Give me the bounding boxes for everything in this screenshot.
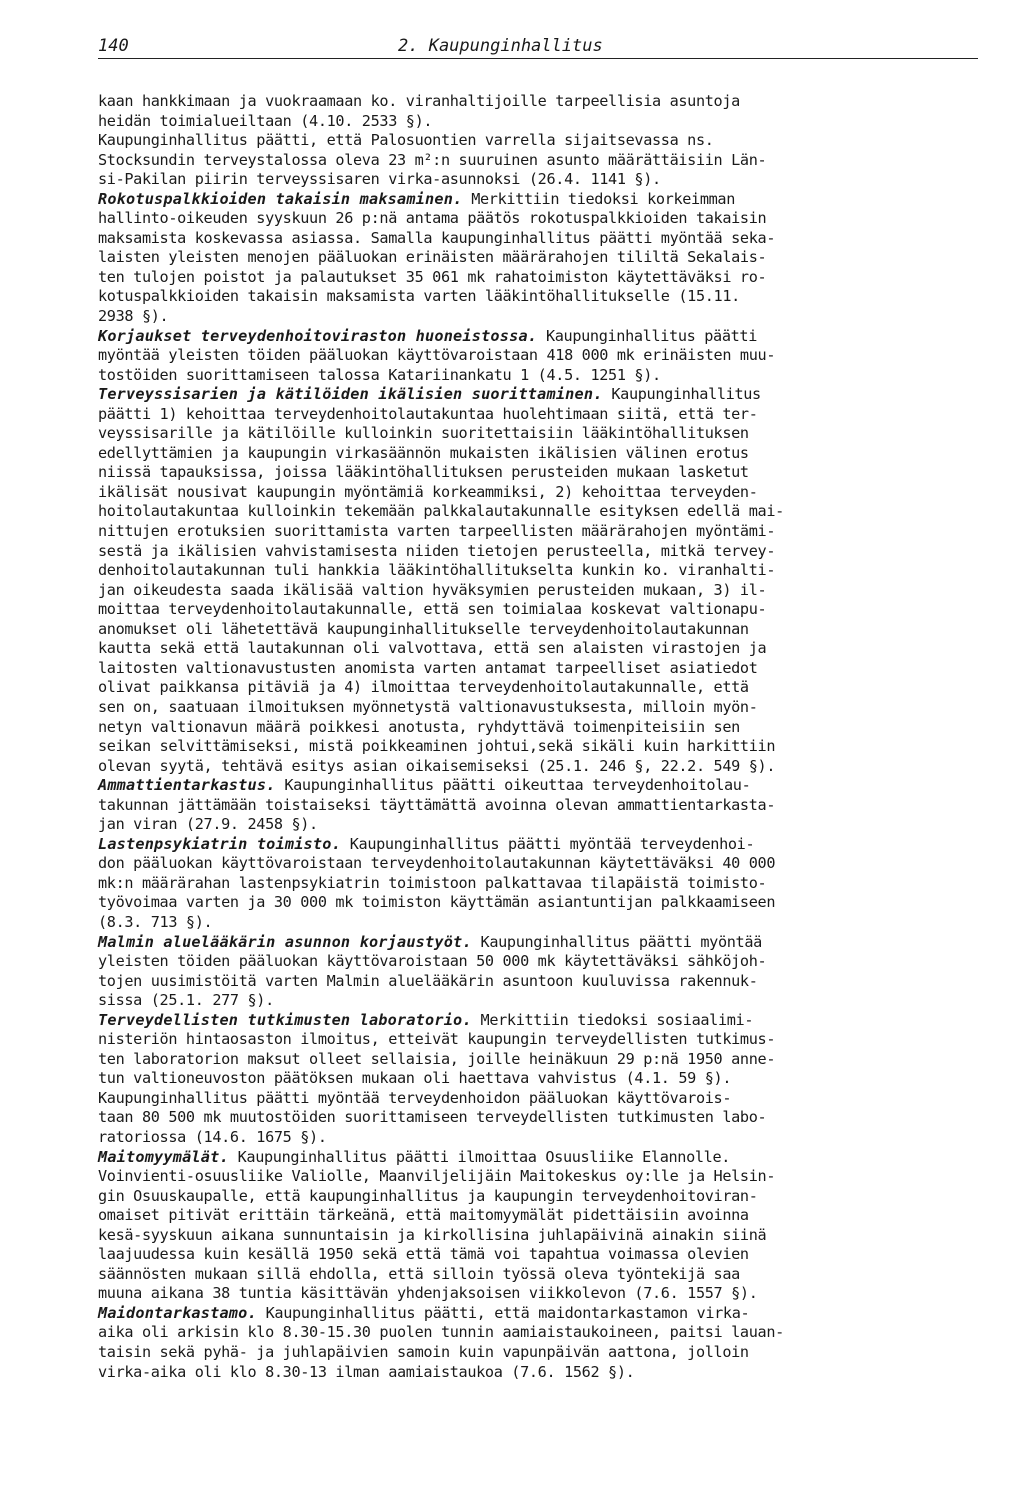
text-line [98,972,978,992]
section-line [98,776,978,796]
document-page [98,36,978,1382]
text-line [98,718,978,738]
section-line [98,1304,978,1324]
text-line [98,112,978,132]
section-heading: Terveydellisten tutkimusten laboratorio. [98,1010,472,1029]
line-text: olevan syytä, tehtävä esitys asian oikaisemiseksi (25.1. 246 §, 22.2. 549 §). [98,756,776,775]
line-text: Kaupunginhallitus päätti [537,326,757,345]
text-line [98,424,978,444]
line-text: Kaupunginhallitus päätti myöntää terveydenhoidon pääluokan käyttövarois- [98,1088,732,1107]
line-text: kesä-syyskuun aikana sunnuntaisin ja kirkollisina juhlapäivinä ainakin siinä [98,1225,767,1244]
line-text: olivat paikkansa pitäviä ja 4) ilmoittaa terveydenhoitolautakunnalle, että [98,678,749,697]
text-line [98,1363,978,1383]
line-text: 2938 §). [98,307,169,326]
section-line [98,1148,978,1168]
text-line [98,209,978,229]
text-line [98,854,978,874]
line-text: (8.3. 713 §). [98,912,213,931]
line-text: heidän toimialueiltaan (4.10. 2533 §). [98,111,433,130]
text-line [98,698,978,718]
line-text: taisin sekä pyhä- ja juhlapäivien samoin kuin vapunpäivän aattona, jolloin [98,1343,749,1361]
section-heading: Maitomyymälät. [98,1147,229,1166]
text-line [98,815,978,835]
section-heading: Ammattientarkastus. [98,776,276,795]
line-text: mk:n määrärahan lastenpsykiatrin toimistoon palkattavaa tilapäistä toimisto- [98,873,767,892]
text-line [98,1343,978,1363]
line-text: päätti 1) kehoittaa terveydenhoitolautakuntaa huolehtimaan siitä, että ter- [98,404,758,423]
text-line [98,757,978,777]
line-text: hoitolautakuntaa kulloinkin tekemään palkkalautakunnalle esityksen edellä mai- [98,502,784,521]
line-text: jan oikeudesta saada ikälisää valtion hyväksymien perusteiden mukaan, 3) il- [98,580,767,599]
section-line [98,835,978,855]
line-text: anomukset oli lähetettävä kaupunginhallitukselle terveydenhoitolautakunnan [98,619,749,638]
line-text: Kaupunginhallitus päätti, että maidontarkastamon virka- [256,1303,750,1322]
text-line [98,1128,978,1148]
text-line [98,248,978,268]
line-text: nittujen erotuksien suorittamista varten tarpeellisten määrärahojen myöntämi- [98,522,776,541]
running-title: 2. Kaupunginhallitus [398,36,603,56]
line-text: tojen uusimistöitä varten Malmin aluelääkärin asuntoon kuuluvissa rakennuk- [98,971,758,990]
line-text: kotuspalkkioiden takaisin maksamista varten lääkintöhallitukselle (15.11. [98,287,740,306]
text-line [98,502,978,522]
text-line [98,874,978,894]
section-line [98,385,978,405]
line-text: ten tulojen poistot ja palautukset 35 061 mk rahatoimiston käytettäväksi ro- [98,267,767,286]
line-text: si-Pakilan piirin terveyssisaren virka-asunnoksi (26.4. 1141 §). [98,170,661,189]
text-line [98,796,978,816]
line-text: säännösten mukaan sillä ehdolla, että silloin työssä oleva työntekijä saa [98,1264,740,1283]
section-heading: Malmin aluelääkärin asunnon korjaustyöt. [98,932,472,951]
line-text: ratoriossa (14.6. 1675 §). [98,1127,327,1146]
line-text: laitosten valtionavustusten anomista varten antamat tarpeelliset asiatiedot [98,658,758,677]
text-line [98,170,978,190]
text-line [98,991,978,1011]
text-line [98,463,978,483]
line-text: sissa (25.1. 277 §). [98,991,274,1010]
line-text: omaiset pitivät erittäin tärkeänä, että maitomyymälät pidettäisiin avoinna [98,1206,749,1225]
text-line [98,522,978,542]
text-line [98,483,978,503]
line-text: sen on, saatuaan ilmoituksen myönnetystä valtionavustuksesta, milloin myön- [98,697,758,716]
line-text: nisteriön hintaosaston ilmoitus, etteivät kaupungin terveydellisten tutkimus- [98,1030,776,1049]
line-text: muuna aikana 38 tuntia käsittävän yhdenjaksoisen viikkolevon (7.6. 1557 §). [98,1284,758,1303]
text-line [98,287,978,307]
line-text: yleisten töiden pääluokan käyttövaroistaan 50 000 mk käytettäväksi sähköjoh- [98,952,767,971]
line-text: aika oli arkisin klo 8.30-15.30 puolen tunnin aamiaistaukoineen, paitsi lauan- [98,1323,784,1342]
line-text: laajuudessa kuin kesällä 1950 sekä että tämä voi tapahtua voimassa olevien [98,1245,749,1264]
text-line [98,1265,978,1285]
line-text: virka-aika oli klo 8.30-13 ilman aamiaistaukoa (7.6. 1562 §). [98,1362,635,1381]
text-line [98,1187,978,1207]
text-line [98,600,978,620]
text-line [98,405,978,425]
text-line [98,659,978,679]
text-line [98,366,978,386]
line-text: niissä tapauksissa, joissa lääkintöhallituksen perusteiden mukaan lasketut [98,463,749,482]
text-line [98,1089,978,1109]
text-line [98,1284,978,1304]
section-heading: Korjaukset terveydenhoitoviraston huoneistossa. [98,326,538,345]
text-line [98,1108,978,1128]
line-text: taan 80 500 mk muutostöiden suorittamiseen terveydellisten tutkimusten labo- [98,1108,767,1127]
text-line [98,913,978,933]
line-text: takunnan jättämään toistaiseksi täyttämättä avoinna olevan ammattientarkasta- [98,795,776,814]
text-line [98,346,978,366]
line-text: Merkittiin tiedoksi korkeimman [462,189,736,208]
text-line [98,1323,978,1343]
line-text: työvoimaa varten ja 30 000 mk toimiston käyttämän asiantuntijan palkkaamiseen [98,893,776,912]
line-text: myöntää yleisten töiden pääluokan käyttövaroistaan 418 000 mk erinäisten muu- [98,346,776,365]
text-line [98,1069,978,1089]
section-heading: Maidontarkastamo. [98,1303,257,1322]
line-text: jan viran (27.9. 2458 §). [98,815,318,834]
line-text: maksamista koskevassa asiassa. Samalla kaupunginhallitus päätti myöntää seka- [98,228,776,247]
text-line [98,581,978,601]
text-line [98,131,978,151]
text-line [98,92,978,112]
text-line [98,678,978,698]
text-line [98,952,978,972]
section-heading: Rokotuspalkkioiden takaisin maksaminen. [98,189,463,208]
text-line [98,639,978,659]
text-line [98,307,978,327]
line-text: don pääluokan käyttövaroistaan terveydenhoitolautakunnan käytettäväksi 40 000 [98,854,776,873]
line-text: Kaupunginhallitus päätti myöntää terveydenhoi- [340,834,755,853]
line-text: tun valtioneuvoston päätöksen mukaan oli haettava vahvistus (4.1. 59 §). [98,1069,732,1088]
line-text: moittaa terveydenhoitolautakunnalle, että sen toimialaa koskevat valtionapu- [98,600,767,619]
line-text: tostöiden suorittamiseen talossa Katariinankatu 1 (4.5. 1251 §). [98,365,661,384]
line-text: denhoitolautakunnan tuli hankkia lääkintöhallitukselta kunkin ko. viranhalti- [98,561,776,580]
text-line [98,444,978,464]
line-text: kaan hankkimaan ja vuokraamaan ko. viranhaltijoille tarpeellisia asuntoja [98,92,740,110]
page-header [98,36,978,59]
line-text: laisten yleisten menojen pääluokan erinäisten määrärahojen tililtä Sekalais- [98,248,767,267]
text-line [98,893,978,913]
line-text: Merkittiin tiedoksi sosiaalimi- [471,1010,754,1029]
line-text: ten laboratorion maksut olleet sellaisia, joille heinäkuun 29 p:nä 1950 anne- [98,1049,776,1068]
line-text: Kaupunginhallitus päätti oikeuttaa terveydenhoitolau- [275,776,751,795]
text-line [98,1206,978,1226]
line-text: gin Osuuskaupalle, että kaupunginhallitus ja kaupungin terveydenhoitoviran- [98,1186,758,1205]
section-line [98,327,978,347]
page-number: 140 [98,36,129,56]
section-line [98,1011,978,1031]
line-text: Kaupunginhallitus päätti, että Palosuontien varrella sijaitsevassa ns. [98,131,714,150]
section-line [98,190,978,210]
section-line [98,933,978,953]
line-text: seikan selvittämiseksi, mistä poikkeaminen johtui,sekä sikäli kuin harkittiin [98,737,776,756]
line-text: Voinvienti-osuusliike Valiolle, Maanviljelijäin Maitokeskus oy:lle ja Helsin- [98,1167,776,1186]
line-text: sestä ja ikälisien vahvistamisesta niiden tietojen perusteella, mitkä tervey- [98,541,776,560]
line-text: Stocksundin terveystalossa oleva 23 m²:n suuruinen asunto määrättäisiin Län- [98,150,767,169]
line-text: kautta sekä että lautakunnan oli valvottava, että sen alaisten virastojen ja [98,639,767,658]
text-line [98,1167,978,1187]
text-line [98,1050,978,1070]
text-line [98,1030,978,1050]
text-line [98,229,978,249]
line-text: ikälisät nousivat kaupungin myöntämiä korkeammiksi, 2) kehoittaa terveyden- [98,482,758,501]
section-heading: Terveyssisarien ja kätilöiden ikälisien suorittaminen. [98,385,603,404]
section-heading: Lastenpsykiatrin toimisto. [98,834,341,853]
line-text: veyssisarille ja kätilöille kulloinkin suoritettaisiin lääkintöhallituksen [98,424,749,443]
line-text: Kaupunginhallitus päätti myöntää [471,932,762,951]
text-line [98,620,978,640]
line-text: Kaupunginhallitus [602,385,761,404]
text-line [98,1226,978,1246]
line-text: hallinto-oikeuden syyskuun 26 p:nä antama päätös rokotuspalkkioiden takaisin [98,209,767,228]
text-line [98,737,978,757]
text-line [98,151,978,171]
body-text [98,92,978,1382]
line-text: netyn valtionavun määrä poikkesi anotusta, ryhdyttävä toimenpiteisiin sen [98,717,740,736]
line-text: edellyttämien ja kaupungin virkasäännön mukaisten ikälisien välinen erotus [98,443,749,462]
text-line [98,561,978,581]
text-line [98,1245,978,1265]
text-line [98,268,978,288]
line-text: Kaupunginhallitus päätti ilmoittaa Osuusliike Elannolle. [228,1147,731,1166]
text-line [98,542,978,562]
